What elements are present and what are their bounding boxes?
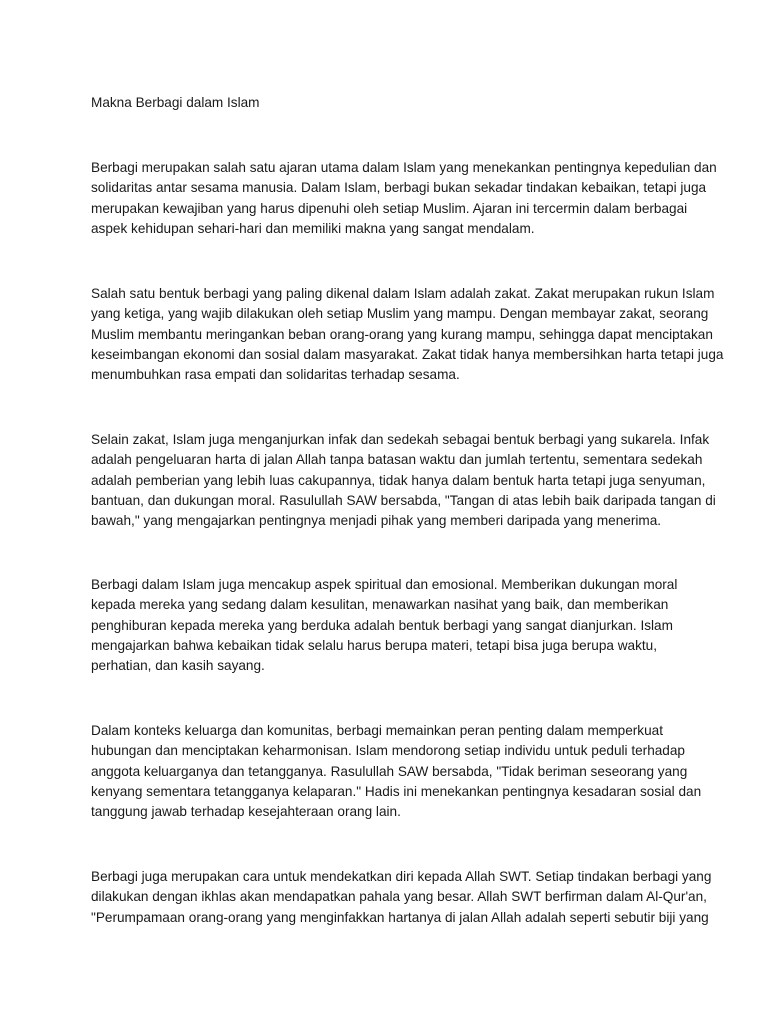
paragraph-line: hubungan dan menciptakan keharmonisan. Islam mendorong setiap individu untuk peduli terhadap (91, 743, 685, 759)
paragraph-line: Berbagi merupakan salah satu ajaran utama dalam Islam yang menekankan pentingnya kepedulian dan (91, 160, 717, 175)
paragraph-5 (91, 721, 711, 822)
document-title: Makna Berbagi dalam Islam (91, 95, 260, 110)
paragraph-line: menumbuhkan rasa empati dan solidaritas terhadap sesama. (91, 367, 460, 383)
paragraph-line: Dalam konteks keluarga dan komunitas, berbagi memainkan peran penting dalam memperkuat (91, 723, 664, 738)
paragraph-line: bantuan, dan dukungan moral. Rasulullah SAW bersabda, "Tangan di atas lebih baik daripada tangan di (91, 492, 716, 508)
paragraph-line: adalah pemberian yang lebih luas cakupannya, tidak hanya dalam bentuk harta tetapi juga senyuman, (91, 472, 706, 488)
paragraph-2 (91, 284, 724, 385)
paragraph-6 (91, 867, 711, 928)
paragraph-line: "Perumpamaan orang-orang yang menginfakkan hartanya di jalan Allah adalah seperti sebutir biji yang (91, 909, 709, 925)
paragraph-line: dilakukan dengan ikhlas akan mendapatkan pahala yang besar. Allah SWT berfirman dalam Al-Qur'an, (91, 889, 707, 905)
paragraph-line: Berbagi dalam Islam juga mencakup aspek spiritual dan emosional. Memberikan dukungan moral (91, 577, 678, 592)
paragraph-line: kepada mereka yang sedang dalam kesulitan, menawarkan nasihat yang baik, dan memberikan (91, 597, 669, 613)
paragraph-line: bawah," yang mengajarkan pentingnya menjadi pihak yang memberi daripada yang menerima. (91, 513, 662, 529)
paragraph-line: Muslim membantu meringankan beban orang-orang yang kurang mampu, sehingga dapat menciptakan (91, 326, 713, 342)
paragraph-line: merupakan kewajiban yang harus dipenuhi oleh setiap Muslim. Ajaran ini tercermin dalam berbagai (91, 200, 688, 216)
paragraph-line: penghiburan kepada mereka yang berduka adalah bentuk berbagi yang sangat dianjurkan. Islam (91, 617, 673, 633)
paragraph-line: Selain zakat, Islam juga menganjurkan infak dan sedekah sebagai bentuk berbagi yang sukarela. Infak (91, 432, 710, 447)
paragraph-line: mengajarkan bahwa kebaikan tidak selalu harus berupa materi, tetapi bisa juga berupa waktu, (91, 637, 657, 653)
paragraph-line: yang ketiga, yang wajib dilakukan oleh setiap Muslim yang mampu. Dengan membayar zakat, seorang (91, 306, 709, 322)
paragraph-line: Berbagi juga merupakan cara untuk mendekatkan diri kepada Allah SWT. Setiap tindakan berbagi yang (91, 869, 712, 884)
paragraph-4 (91, 575, 711, 676)
paragraph-line: aspek kehidupan sehari-hari dan memiliki makna yang sangat mendalam. (91, 220, 535, 236)
paragraph-line: perhatian, dan kasih sayang. (91, 658, 265, 674)
paragraph-line: adalah pengeluaran harta di jalan Allah tanpa batasan waktu dan jumlah tertentu, sementara sedekah (91, 452, 703, 468)
paragraph-1 (91, 158, 717, 239)
paragraph-line: anggota keluarganya dan tetangganya. Rasulullah SAW bersabda, "Tidak beriman seseorang yang (91, 763, 688, 779)
paragraph-line: solidaritas antar sesama manusia. Dalam Islam, berbagi bukan sekadar tindakan kebaikan, tetapi juga (91, 180, 707, 196)
paragraph-line: Salah satu bentuk berbagi yang paling dikenal dalam Islam adalah zakat. Zakat merupakan rukun Islam (91, 286, 715, 301)
paragraph-line: kenyang sementara tetangganya kelaparan." Hadis ini menekankan pentingnya kesadaran sosial dan (91, 783, 702, 799)
paragraph-3 (91, 430, 716, 531)
paragraph-line: keseimbangan ekonomi dan sosial dalam masyarakat. Zakat tidak hanya membersihkan harta tetapi juga (91, 346, 724, 362)
paragraph-line: tanggung jawab terhadap kesejahteraan orang lain. (91, 804, 401, 820)
